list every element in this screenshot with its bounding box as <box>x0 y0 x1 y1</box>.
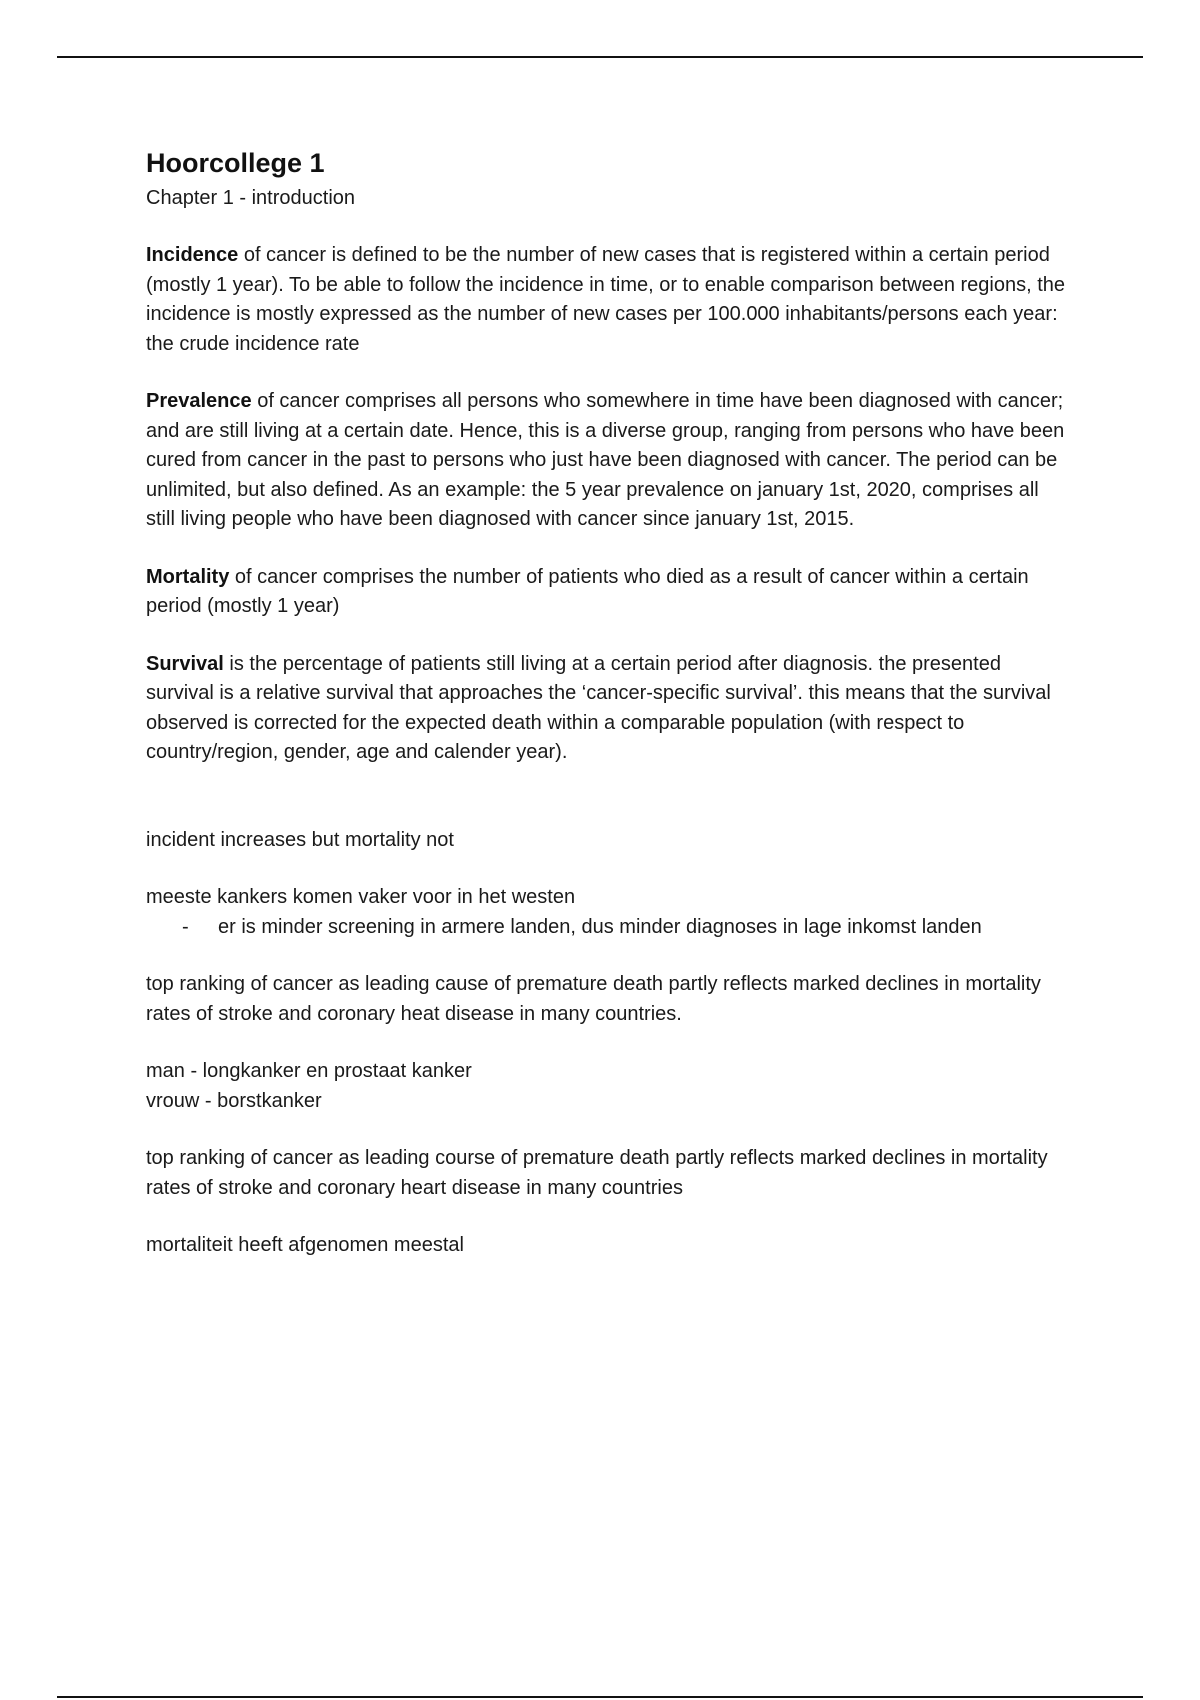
definition-text: of cancer is defined to be the number of new cases that is registered within a certain period (mostly 1 year). To be able to follow the incidence in time, or to enable comparison between regions, the incidence is mostly expressed as the number of new cases per 100.000 inhabitants/persons each year: the crude incidence rate <box>146 244 1066 355</box>
note-man: man - longkanker en prostaat kanker <box>146 1060 472 1082</box>
list-item: - er is minder screening in armere landen, dus minder diagnoses in lage inkomst landen <box>218 913 1066 943</box>
definition-prevalence <box>146 387 1066 535</box>
document-body <box>146 145 1066 1261</box>
note-mortaliteit: mortaliteit heeft afgenomen meestal <box>146 1234 464 1256</box>
note-incident: incident increases but mortality not <box>146 828 454 851</box>
definition-text: is the percentage of patients still living at a certain period after diagnosis. the presented survival is a relative survival that approaches the ‘cancer-specific survival’. this means that the survival observed is corrected for the expected death within a comparable population (with respect to country/region, gender, age and calender year). <box>146 652 1051 763</box>
note-west: meeste kankers komen vaker voor in het westen <box>146 886 576 908</box>
note-vrouw: vrouw - borstkanker <box>146 1089 322 1112</box>
term-survival: Survival <box>146 652 224 675</box>
footer-rule <box>57 1696 1143 1698</box>
term-mortality: Mortality <box>146 565 230 588</box>
term-incidence: Incidence <box>146 244 239 266</box>
note-ranking-1: top ranking of cancer as leading cause of premature death partly reflects marked declines in mortality rates of stroke and coronary heat disease in many countries. <box>146 973 1041 1025</box>
note-west-list <box>146 913 1066 943</box>
header-rule <box>57 56 1143 58</box>
page-title: Hoorcollege 1 <box>146 148 325 178</box>
definition-text: of cancer comprises the number of patients who died as a result of cancer within a certain period (mostly 1 year) <box>146 565 1029 617</box>
definition-mortality <box>146 563 1066 622</box>
definition-incidence <box>146 241 1066 359</box>
note-ranking-2: top ranking of cancer as leading course of premature death partly reflects marked declines in mortality rates of stroke and coronary heart disease in many countries <box>146 1147 1048 1199</box>
chapter-subtitle: Chapter 1 - introduction <box>146 187 356 209</box>
definition-text: of cancer comprises all persons who somewhere in time have been diagnosed with cancer; and are still living at a certain date. Hence, this is a diverse group, ranging from persons who have been cured from cancer in the past to persons who just have been diagnosed with cancer. The period can be unlimited, but also defined. As an example: the 5 year prevalence on january 1st, 2020, comprises all still living people who have been diagnosed with cancer since january 1st, 2015. <box>146 390 1065 530</box>
term-prevalence: Prevalence <box>146 390 252 412</box>
definition-survival <box>146 650 1066 768</box>
